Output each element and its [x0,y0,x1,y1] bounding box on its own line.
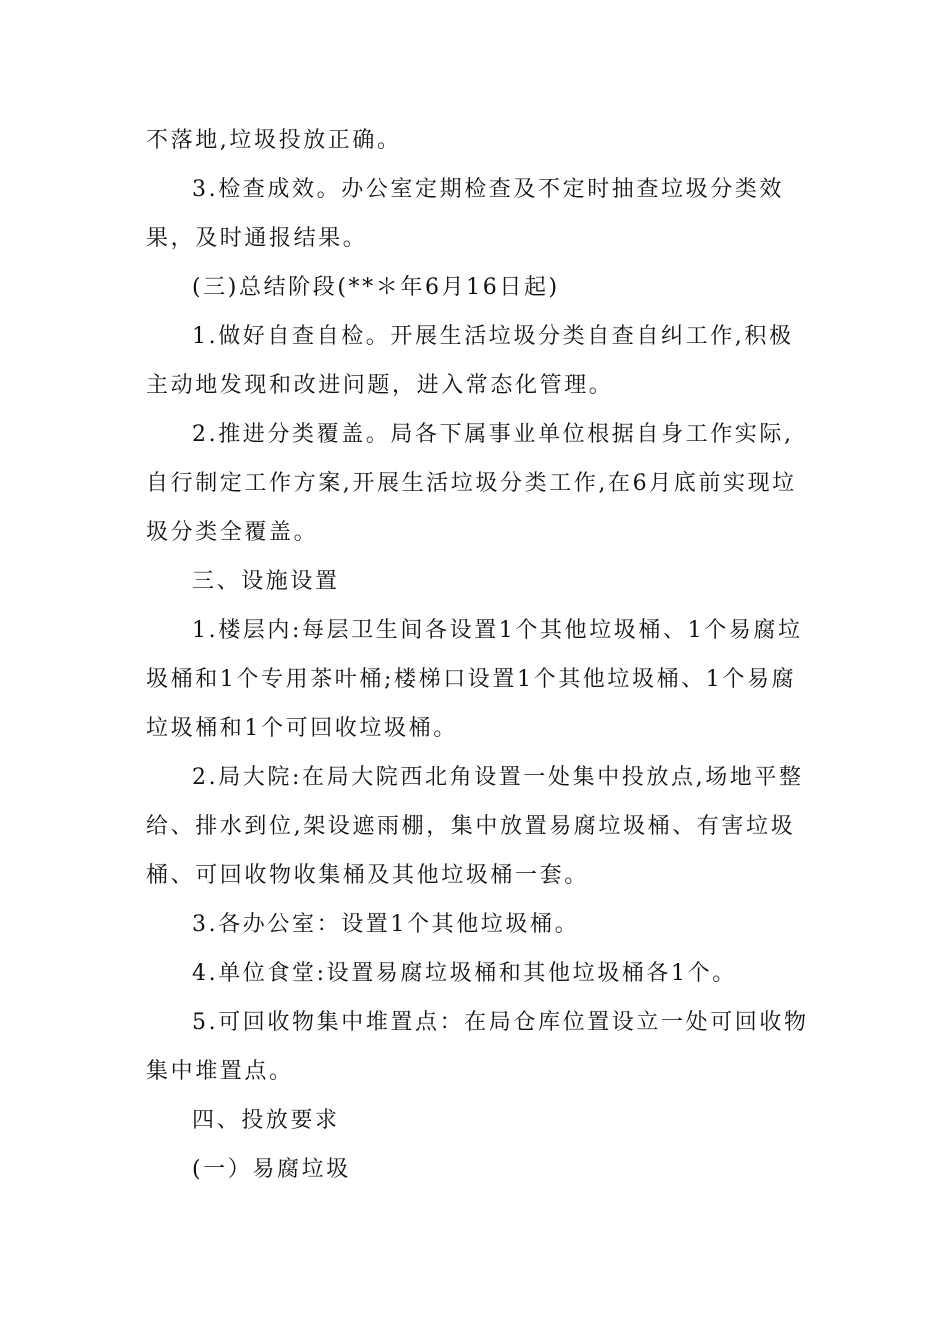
paragraph-offices: 3.各办公室：设置1个其他垃圾桶。 [192,912,580,937]
paragraph-courtyard: 2.局大院:在局大院西北角设置一处集中投放点,场地平整给、排水到位,架设遮雨棚，集中放置易腐垃圾桶、有害垃圾桶、可回收物收集桶及其他垃圾桶一套。 [146,765,804,888]
document-body [146,116,814,1194]
paragraph-coverage: 2.推进分类覆盖。局各下属事业单位根据自身工作实际,自行制定工作方案,开展生活垃圾分类工作,在6月底前实现垃圾分类全覆盖。 [146,422,797,545]
paragraph-inspection-results: 3.检查成效。办公室定期检查及不定时抽查垃圾分类效果，及时通报结果。 [146,177,784,251]
subheading-perishable-waste: (一）易腐垃圾 [192,1157,351,1182]
heading-disposal-requirements: 四、投放要求 [192,1108,340,1133]
paragraph-recyclables-point: 5.可回收物集中堆置点：在局仓库位置设立一处可回收物集中堆置点。 [146,1010,809,1084]
paragraph-self-inspection: 1.做好自查自检。开展生活垃圾分类自查自纠工作,积极主动地发现和改进问题，进入常态化管理。 [146,324,794,398]
paragraph-canteen: 4.单位食堂:设置易腐垃圾桶和其他垃圾桶各1个。 [192,961,737,986]
section-summary-stage: (三)总结阶段(**＊年6月16日起) [192,275,560,300]
heading-facilities: 三、设施设置 [192,569,340,594]
paragraph-floors: 1.楼层内:每层卫生间各设置1个其他垃圾桶、1个易腐垃圾桶和1个专用茶叶桶;楼梯口设置1个其他垃圾桶、1个易腐垃圾桶和1个可回收垃圾桶。 [146,618,803,741]
paragraph-continuation: 不落地,垃圾投放正确。 [146,128,402,153]
